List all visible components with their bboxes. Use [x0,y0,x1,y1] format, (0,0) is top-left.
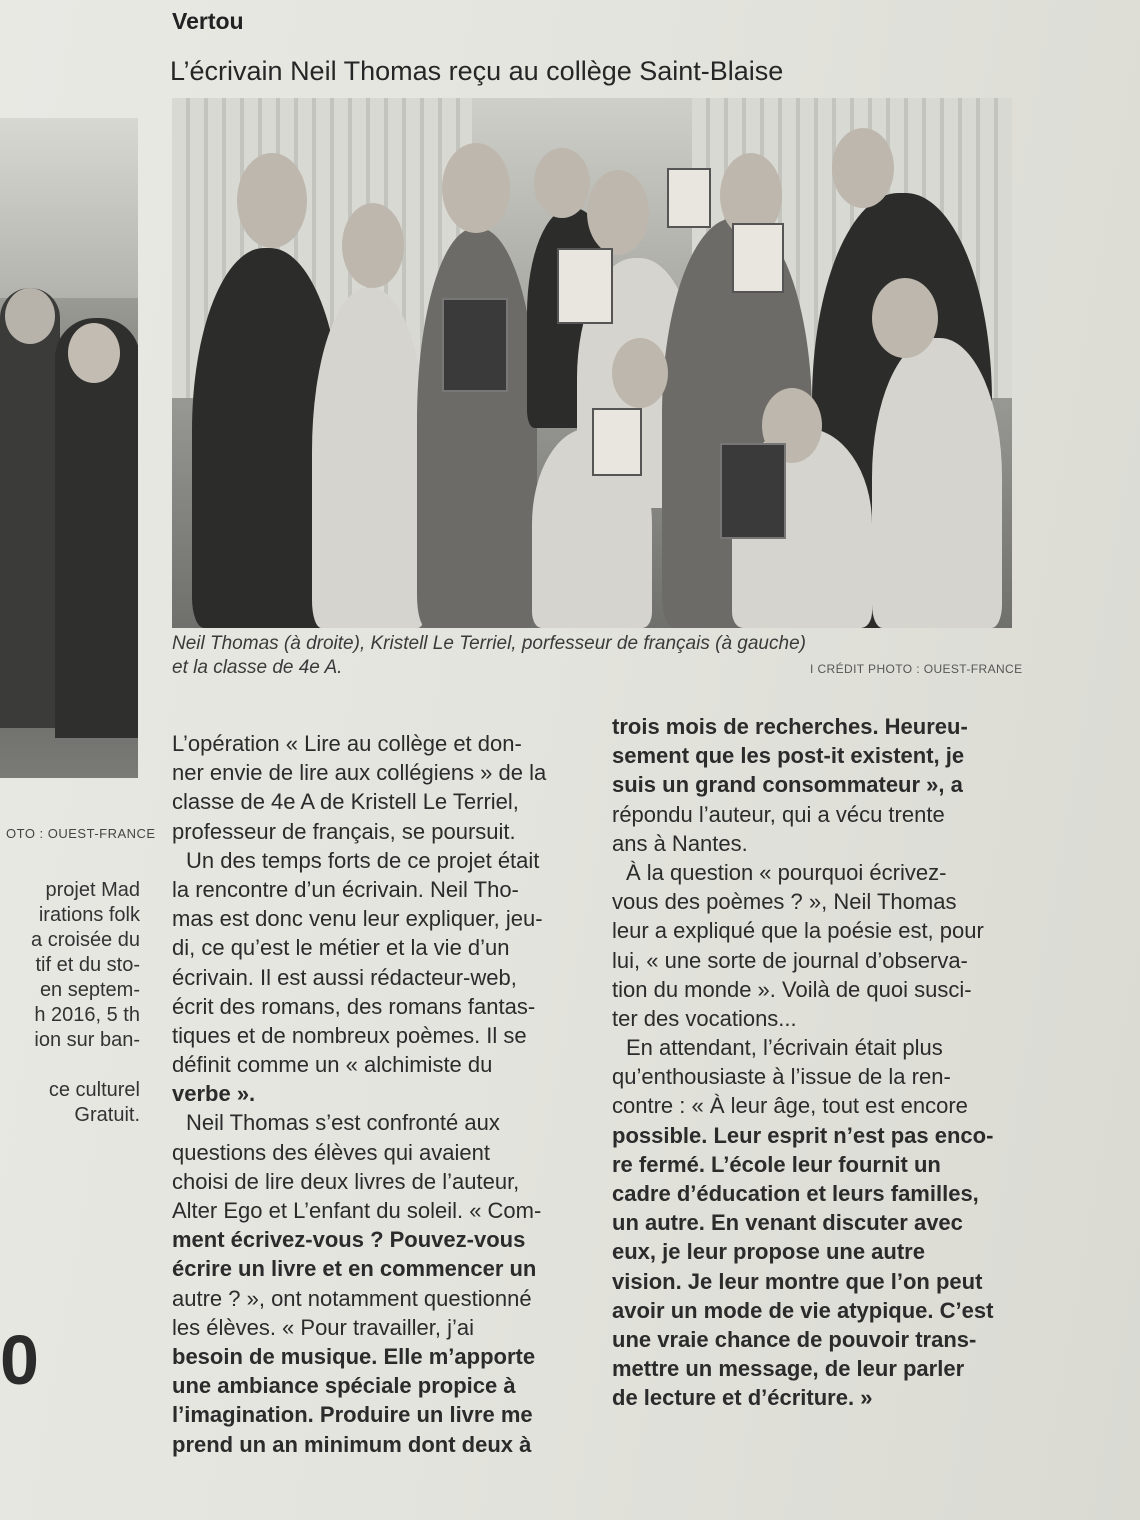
text-line: ner envie de lire aux collégiens » de la [172,760,547,786]
left-line: a croisée du [31,929,140,951]
text-line: ment écrivez-vous ? Pouvez-vous [172,1227,526,1253]
text-line: de lecture et d’écriture. » [612,1385,873,1411]
left-photo-credit: OTO : OUEST-FRANCE [6,826,156,841]
text-line: leur a expliqué que la poésie est, pour [612,918,984,944]
text-line: avoir un mode de vie atypique. C’est [612,1297,994,1323]
text-line: di, ce qu’est le métier et la vie d’un [172,935,510,961]
text-line: un autre. En venant discuter avec [612,1210,963,1236]
text-line: la rencontre d’un écrivain. Neil Tho- [172,876,519,902]
text-line: l’imagination. Produire un livre me [172,1402,533,1428]
text-line: prend un an minimum dont deux à [172,1431,532,1457]
text-line: Neil Thomas s’est confronté aux [186,1110,500,1136]
text-line: écrit des romans, des romans fantas- [172,993,536,1019]
caption-line: et la classe de 4e A. [172,657,343,678]
text-line: classe de 4e A de Kristell Le Terriel, [172,789,519,815]
text-line: écrivain. Il est aussi rédacteur-web, [172,964,517,990]
text-line: choisi de lire deux livres de l’auteur, [172,1168,520,1194]
text-line: suis un grand consommateur », a [612,772,963,798]
article-headline: L’écrivain Neil Thomas reçu au collège Saint-Blaise [170,56,784,86]
left-article-photo [0,118,138,778]
left-line: projet Mad [45,879,140,901]
photo-credit: I CRÉDIT PHOTO : OUEST-FRANCE [810,662,1023,676]
text-line: répondu l’auteur, qui a vécu trente [612,801,945,827]
left-article-text [0,878,140,1128]
text-line: mettre un message, de leur parler [612,1356,965,1382]
text-line: eux, je leur propose une autre [612,1239,925,1265]
text-line: mas est donc venu leur expliquer, jeu- [172,906,543,932]
text-line: sement que les post-it existent, je [612,743,965,769]
left-line: ion sur ban- [34,1029,140,1051]
text-line: une ambiance spéciale propice à [172,1373,516,1399]
left-line: irations folk [38,904,140,926]
text-line: L’opération « Lire au collège et don- [172,731,522,756]
text-line: lui, « une sorte de journal d’observa- [612,947,968,973]
left-line: tif et du sto- [35,954,140,976]
text-line: re fermé. L’école leur fournit un [612,1151,941,1177]
text-line: verbe ». [172,1081,256,1107]
article-column-1 [172,729,592,1459]
article-column-2 [612,712,1042,1413]
text-line: possible. Leur esprit n’est pas enco- [612,1122,994,1148]
text-line: tiques et de nombreux poèmes. Il se [172,1022,527,1048]
article-photo [172,98,1012,628]
left-line: Gratuit. [74,1104,140,1126]
section-label: Vertou [172,8,244,34]
caption-line: Neil Thomas (à droite), Kristell Le Terriel, porfesseur de français (à gauche) [172,633,806,654]
left-big-number: 0 [0,1321,39,1399]
left-line: en septem- [39,979,140,1001]
text-line: une vraie chance de pouvoir trans- [612,1326,977,1352]
text-line: tion du monde ». Voilà de quoi susci- [612,976,972,1002]
text-line: qu’enthousiaste à l’issue de la ren- [612,1064,951,1090]
text-line: professeur de français, se poursuit. [172,818,516,844]
text-line: cadre d’éducation et leurs familles, [612,1181,979,1206]
text-line: En attendant, l’écrivain était plus [626,1035,943,1061]
text-line: Un des temps forts de ce projet était [186,847,540,873]
text-line: vous des poèmes ? », Neil Thomas [612,889,957,915]
text-line: Alter Ego et L’enfant du soleil. « Com- [172,1198,542,1223]
text-line: écrire un livre et en commencer un [172,1256,537,1282]
text-line: vision. Je leur montre que l’on peut [612,1268,983,1294]
text-line: trois mois de recherches. Heureu- [612,714,968,739]
left-line: h 2016, 5 th [34,1004,140,1026]
text-line: autre ? », ont notamment questionné [172,1285,532,1311]
text-line: contre : « À leur âge, tout est encore [612,1093,968,1119]
text-line: questions des élèves qui avaient [172,1139,490,1165]
text-line: besoin de musique. Elle m’apporte [172,1343,536,1369]
text-line: les élèves. « Pour travailler, j’ai [172,1314,475,1340]
text-line: ans à Nantes. [612,830,748,856]
text-line: À la question « pourquoi écrivez- [626,859,947,885]
text-line: ter des vocations... [612,1005,797,1031]
left-line: ce culturel [48,1079,140,1101]
text-line: définit comme un « alchimiste du [172,1052,493,1078]
